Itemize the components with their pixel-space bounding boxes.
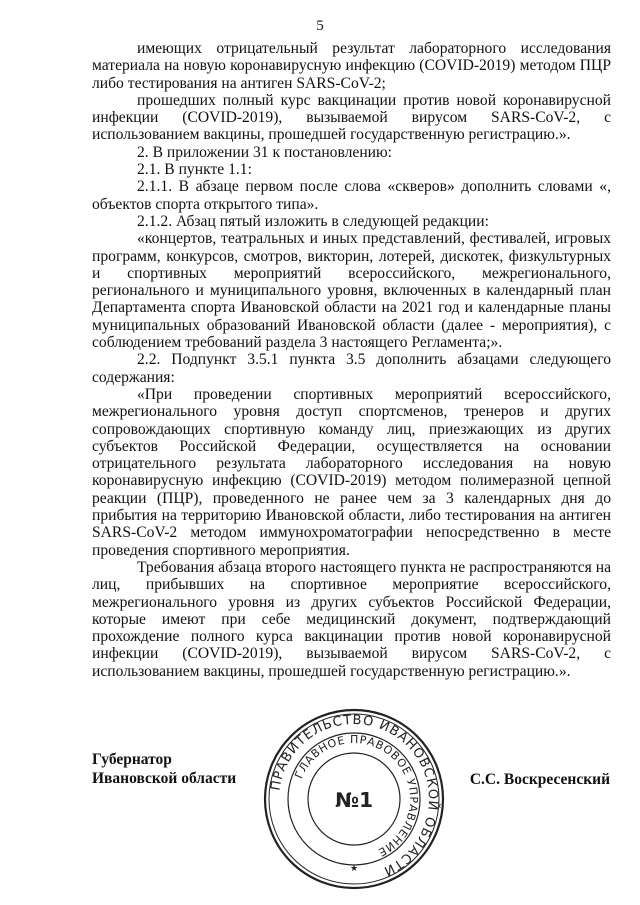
official-seal-icon [262, 707, 446, 891]
page-number: 5 [316, 18, 324, 34]
paragraph-3: 2. В приложении 31 к постановлению: [137, 143, 393, 161]
paragraph-2: прошедших полный курс вакцинации против новой коронавирусной инфекции (COVID-2019), вызываемой вирусом SARS-CoV-2, с использованием вакцины, прошедшей государственную регистрацию.». [92, 91, 611, 144]
signature-title [92, 750, 236, 788]
paragraph-5: 2.1.1. В абзаце первом после слова «скверов» дополнить словами «, объектов спорта открытого типа». [92, 178, 611, 213]
signature-name: С.С. Воскресенский [469, 771, 610, 788]
paragraph-10: Требования абзаца второго настоящего пункта не распространяются на лиц, прибывших на спортивное мероприятие всероссийского, межрегионального уровня из других субъектов Российской Федерации, которые имеют при себе медицинский документ, подтверждающий прохождение полного курса вакцинации против новой коронавирусной инфекции (COVID-2019), вызываемой вирусом SARS-CoV-2, с использованием вакцины, прошедшей государственную регистрацию.». [92, 558, 611, 680]
seal-number: №1 [335, 788, 373, 812]
seal-inner-text: ГЛАВНОЕ ПРАВОВОЕ УПРАВЛЕНИЕ [292, 732, 421, 860]
svg-text:★: ★ [349, 863, 359, 873]
signature-title-line2: Ивановской области [92, 770, 237, 787]
paragraph-7: «концертов, театральных и иных представлений, фестивалей, игровых программ, конкурсов, смотров, викторин, лотерей, дискотек, физкультурных и спортивных мероприятий всероссийского, межрегионального, регионального и муниципального уровня, включенных в календарный план Департамента спорта Ивановской области на 2021 год и календарные планы муниципальных образований Ивановской области (далее - мероприятия), с соблюдением требований раздела 3 настоящего Регламента;». [92, 230, 611, 352]
paragraph-1: имеющих отрицательный результат лабораторного исследования материала на новую коронавирусную инфекцию (COVID-2019) методом ПЦР либо тестирования на антиген SARS-CoV-2; [92, 40, 611, 92]
paragraph-9: «При проведении спортивных мероприятий всероссийского, межрегионального уровня доступ спортсменов, тренеров и других сопровождающих спортивную команду лиц, приезжающих из других субъектов Российской Федерации, осуществляется на основании отрицательного результата лабораторного исследования на новую коронавирусную инфекцию (COVID-2019) методом полимеразной цепной реакции (ПЦР), проведенного не ранее чем за 3 календарных дня до прибытия на территорию Ивановской области, либо тестирования на антиген SARS-CoV-2 методом иммунохроматографии непосредственно в месте проведения спортивного мероприятия. [92, 385, 611, 559]
paragraph-4: 2.1. В пункте 1.1: [137, 161, 252, 179]
signature-title-line1: Губернатор [92, 751, 172, 768]
seal-outer-text: ПРАВИТЕЛЬСТВО ИВАНОВСКОЙ ОБЛАСТИ [268, 712, 441, 879]
paragraph-6: 2.1.2. Абзац пятый изложить в следующей редакции: [137, 212, 489, 230]
document-body [92, 40, 611, 680]
paragraph-8: 2.2. Подпункт 3.5.1 пункта 3.5 дополнить абзацами следующего содержания: [92, 351, 611, 386]
